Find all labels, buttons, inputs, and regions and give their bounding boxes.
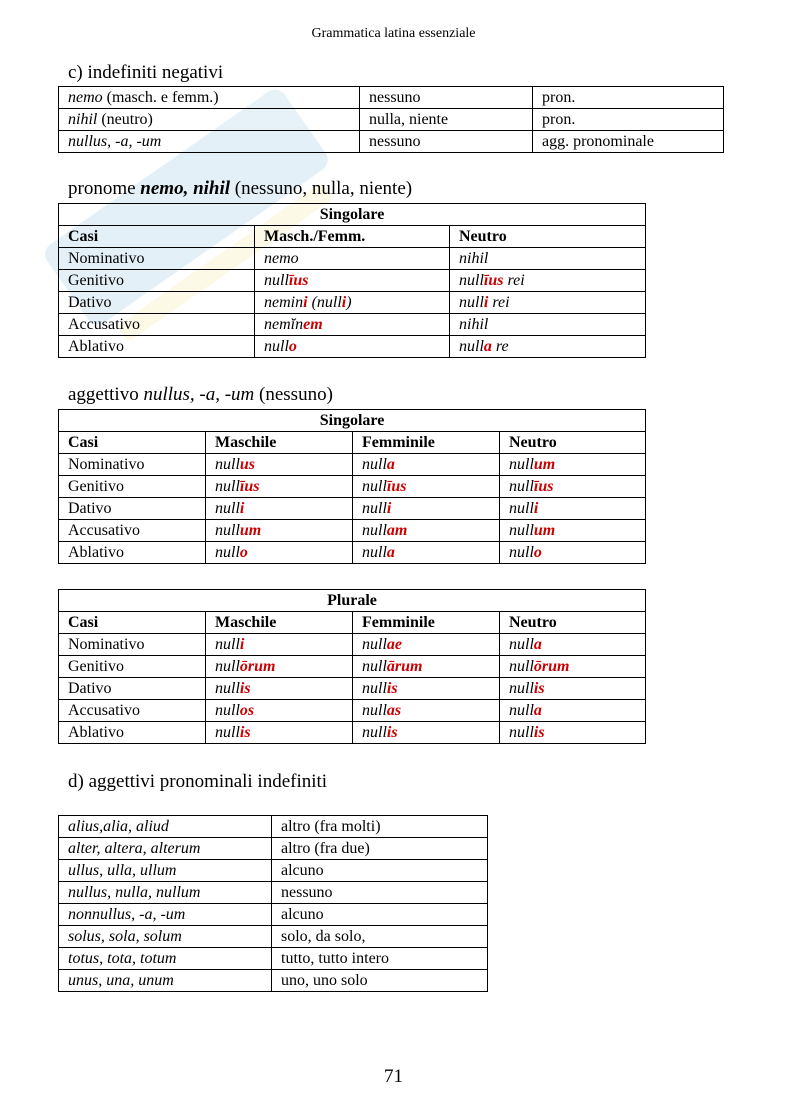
case-ending: a [483,337,492,355]
cell-text: nessuno [281,883,333,901]
cell-text: ) [346,293,352,311]
case-ending: os [239,701,255,719]
section-d-table-body [59,816,488,992]
table-cell [353,454,500,476]
table-cell [500,656,646,678]
table-cell [353,722,500,744]
table-cell [353,700,500,722]
case-ending: is [386,723,398,741]
case-ending: īus [386,477,407,495]
column-header: Neutro [500,432,646,454]
table-cell [272,882,488,904]
table-cell [533,131,724,153]
cell-text: Ablativo [68,337,124,355]
cell-text: null [215,701,240,719]
table-cell [272,926,488,948]
table-row [59,816,488,838]
cell-text: null [509,657,534,675]
cell-text: Genitivo [68,271,124,289]
cell-text: null [509,723,534,741]
cell-text: nemo [264,249,299,267]
cell-text: Ablativo [68,723,124,741]
table-cell [255,336,450,358]
cell-text: solus, sola, solum [68,927,182,945]
table-cell [500,542,646,564]
cell-text: null [459,271,484,289]
cell-text: nemin [264,293,304,311]
table-row [59,336,646,358]
case-ending: ōrum [533,657,570,675]
case-ending: i [303,293,308,311]
case-ending: as [386,701,402,719]
section-c-heading: c) indefiniti negativi [68,62,224,83]
cell-text: Accusativo [68,701,140,719]
cell-text: pron. [542,110,576,128]
table-row [59,87,724,109]
table-row [59,131,724,153]
cell-text: null [509,679,534,697]
table-cell [59,292,255,314]
pronome-table-body [59,248,646,358]
cell-text: null [362,521,387,539]
table-cell [59,678,206,700]
page-header: Grammatica latina essenziale [311,26,476,41]
table-row [59,882,488,904]
table-cell [500,476,646,498]
cell-text: Dativo [68,499,112,517]
cell-text: nessuno [369,132,421,150]
cell-text: nulla, niente [369,110,449,128]
table-cell [59,542,206,564]
cell-text: null [362,477,387,495]
table-cell [500,454,646,476]
cell-text: null [362,635,387,653]
table-row [59,248,646,270]
case-ending: īus [533,477,554,495]
table-cell [206,678,353,700]
singolare-table-body [59,454,646,564]
table-cell [59,109,360,131]
aggettivo-heading-italic: nullus, -a, -um [143,384,255,405]
table-row [59,700,646,722]
cell-text: nihil [459,249,489,267]
cell-text: null [362,543,387,561]
table-cell [500,700,646,722]
aggettivo-heading [68,384,333,406]
table-cell [206,722,353,744]
case-ending: is [533,679,545,697]
cell-text: null [362,499,387,517]
table-cell [450,248,646,270]
cell-text: Dativo [68,293,112,311]
cell-text: Genitivo [68,657,124,675]
table-cell [272,816,488,838]
cell-text: re [491,337,509,355]
table-cell [360,109,533,131]
table-cell [206,454,353,476]
table-row [59,904,488,926]
table-row [59,634,646,656]
table-cell [353,656,500,678]
table-cell [500,722,646,744]
table-row [59,970,488,992]
table-cell [255,292,450,314]
aggettivo-heading-pre: aggettivo [68,384,144,405]
table-cell [206,542,353,564]
column-header: Casi [59,612,206,634]
cell-text: uno, uno solo [281,971,368,989]
case-ending: is [533,723,545,741]
column-header: Femminile [353,432,500,454]
table-cell [533,109,724,131]
cell-text: null [509,543,534,561]
table-cell [59,722,206,744]
cell-text: alius,alia, aliud [68,817,169,835]
cell-text: null [509,477,534,495]
cell-text: Accusativo [68,315,140,333]
cell-text: (masch. e femm.) [102,88,219,106]
table-cell [59,838,272,860]
cell-text: Genitivo [68,477,124,495]
table-cell [59,314,255,336]
case-ending: a [533,635,542,653]
cell-text: null [362,723,387,741]
table-cell [59,270,255,292]
cell-text: nihil [68,110,98,128]
pronome-table-title: Singolare [59,204,646,226]
cell-text: Nominativo [68,249,145,267]
case-ending: i [239,635,245,653]
cell-text: null [362,679,387,697]
table-row [59,860,488,882]
cell-text: solo, da solo, [281,927,366,945]
table-cell [450,336,646,358]
aggettivo-plurale-table [58,589,646,744]
cell-text: alcuno [281,861,324,879]
table-row [59,476,646,498]
table-cell [59,970,272,992]
cell-text: null [459,337,484,355]
table-row [59,656,646,678]
cell-text: tutto, tutto intero [281,949,389,967]
table-cell [272,970,488,992]
case-ending: em [303,315,323,333]
aggettivo-heading-post: (nessuno) [254,384,333,405]
cell-text: nemĭn [264,315,304,333]
table-cell [59,882,272,904]
table-cell [272,860,488,882]
cell-text: nihil [459,315,489,333]
table-cell [59,926,272,948]
case-ending: i [239,499,245,517]
cell-text: null [215,657,240,675]
case-ending: īus [483,271,504,289]
pronome-heading-pre: pronome [68,178,141,199]
cell-text: altro (fra molti) [281,817,381,835]
table-cell [500,634,646,656]
table-cell [353,498,500,520]
column-header: Neutro [500,612,646,634]
section-c-table-body [59,87,724,153]
table-cell [59,816,272,838]
column-header: Casi [59,432,206,454]
case-ending: am [386,521,408,539]
table-row [59,314,646,336]
section-c-table [58,86,724,153]
aggettivo-singolare-table [58,409,646,564]
cell-text: ( [307,293,317,311]
case-ending: a [386,455,395,473]
table-cell [500,520,646,542]
table-row [59,109,724,131]
column-header: Femminile [353,612,500,634]
table-cell [272,948,488,970]
table-row [59,722,646,744]
table-cell [353,476,500,498]
table-row [59,520,646,542]
cell-text: null [362,455,387,473]
table-cell [59,520,206,542]
case-ending: i [386,499,392,517]
table-cell [450,270,646,292]
table-row [59,454,646,476]
case-ending: a [386,543,395,561]
table-cell [360,87,533,109]
table-row [59,838,488,860]
cell-text: null [215,679,240,697]
table-cell [206,520,353,542]
cell-text: ullus, ulla, ullum [68,861,177,879]
table-cell [353,520,500,542]
case-ending: is [239,679,251,697]
table-cell [272,838,488,860]
cell-text: Ablativo [68,543,124,561]
table-cell [255,248,450,270]
section-d-table [58,815,488,992]
section-d-heading: d) aggettivi pronominali indefiniti [68,771,328,792]
cell-text: nemo [68,88,103,106]
table-cell [59,131,360,153]
cell-text: null [459,293,484,311]
case-ending: um [239,521,262,539]
cell-text: agg. pronominale [542,132,654,150]
table-cell [59,634,206,656]
cell-text: Dativo [68,679,112,697]
table-row [59,926,488,948]
cell-text: null [215,635,240,653]
table-cell [353,678,500,700]
table-cell [59,87,360,109]
cell-text: nullus, nulla, nullum [68,883,201,901]
cell-text: null [362,701,387,719]
cell-text: null [264,337,289,355]
cell-text: null [215,723,240,741]
table-row [59,292,646,314]
cell-text: null [509,701,534,719]
pronome-heading [68,178,412,200]
case-ending: um [533,455,556,473]
case-ending: a [533,701,542,719]
table-cell [206,476,353,498]
column-header: Masch./Femm. [255,226,450,248]
table-cell [206,498,353,520]
cell-text: null [215,477,240,495]
case-ending: o [239,543,248,561]
table-row [59,678,646,700]
table-cell [59,656,206,678]
table-cell [59,860,272,882]
table-cell [59,498,206,520]
table-cell [450,314,646,336]
case-ending: ārum [386,657,423,675]
table-cell [255,314,450,336]
cell-text: rei [488,293,510,311]
cell-text: pron. [542,88,576,106]
case-ending: o [288,337,297,355]
case-ending: īus [288,271,309,289]
table-row [59,498,646,520]
cell-text: Nominativo [68,635,145,653]
cell-text: null [509,521,534,539]
cell-text: null [362,657,387,675]
case-ending: is [386,679,398,697]
table-cell [59,454,206,476]
table-cell [450,292,646,314]
plurale-table-body [59,634,646,744]
cell-text: alcuno [281,905,324,923]
table-cell [360,131,533,153]
table-cell [255,270,450,292]
table-row [59,270,646,292]
cell-text: (neutro) [97,110,153,128]
table-cell [500,498,646,520]
case-ending: us [239,455,256,473]
cell-text: nullus, -a, -um [68,132,162,150]
table-cell [272,904,488,926]
cell-text: null [509,635,534,653]
column-header: Maschile [206,612,353,634]
pronome-table [58,203,646,358]
table-cell [353,634,500,656]
cell-text: null [215,499,240,517]
case-ending: i [533,499,539,517]
cell-text: null [215,543,240,561]
cell-text: null [509,455,534,473]
table-cell [59,336,255,358]
table-cell [59,948,272,970]
table-cell [59,476,206,498]
page-number: 71 [384,1066,403,1087]
case-ending: ōrum [239,657,276,675]
cell-text: unus, una, unum [68,971,174,989]
case-ending: īus [239,477,260,495]
cell-text: null [509,499,534,517]
table-cell [533,87,724,109]
table-cell [206,656,353,678]
pronome-heading-post: (nessuno, nulla, niente) [230,178,413,199]
cell-text: rei [503,271,525,289]
cell-text: null [264,271,289,289]
cell-text: Nominativo [68,455,145,473]
column-header: Neutro [450,226,646,248]
case-ending: ae [386,635,402,653]
cell-text: altro (fra due) [281,839,370,857]
singolare-table-title: Singolare [59,410,646,432]
table-row [59,948,488,970]
cell-text: null [316,293,342,311]
table-cell [59,248,255,270]
cell-text: nessuno [369,88,421,106]
column-header: Maschile [206,432,353,454]
pronome-heading-bold: nemo, nihil [140,178,231,199]
cell-text: totus, tota, totum [68,949,177,967]
table-cell [353,542,500,564]
cell-text: null [215,455,240,473]
table-cell [59,700,206,722]
case-ending: i [341,293,347,311]
case-ending: o [533,543,542,561]
cell-text: null [215,521,240,539]
cell-text: nonnullus, -a, -um [68,905,186,923]
cell-text: alter, altera, alterum [68,839,201,857]
table-row [59,542,646,564]
plurale-table-title: Plurale [59,590,646,612]
table-cell [500,678,646,700]
table-cell [206,700,353,722]
column-header: Casi [59,226,255,248]
case-ending: i [483,293,489,311]
table-cell [59,904,272,926]
cell-text: Accusativo [68,521,140,539]
case-ending: is [239,723,251,741]
table-cell [206,634,353,656]
case-ending: um [533,521,556,539]
